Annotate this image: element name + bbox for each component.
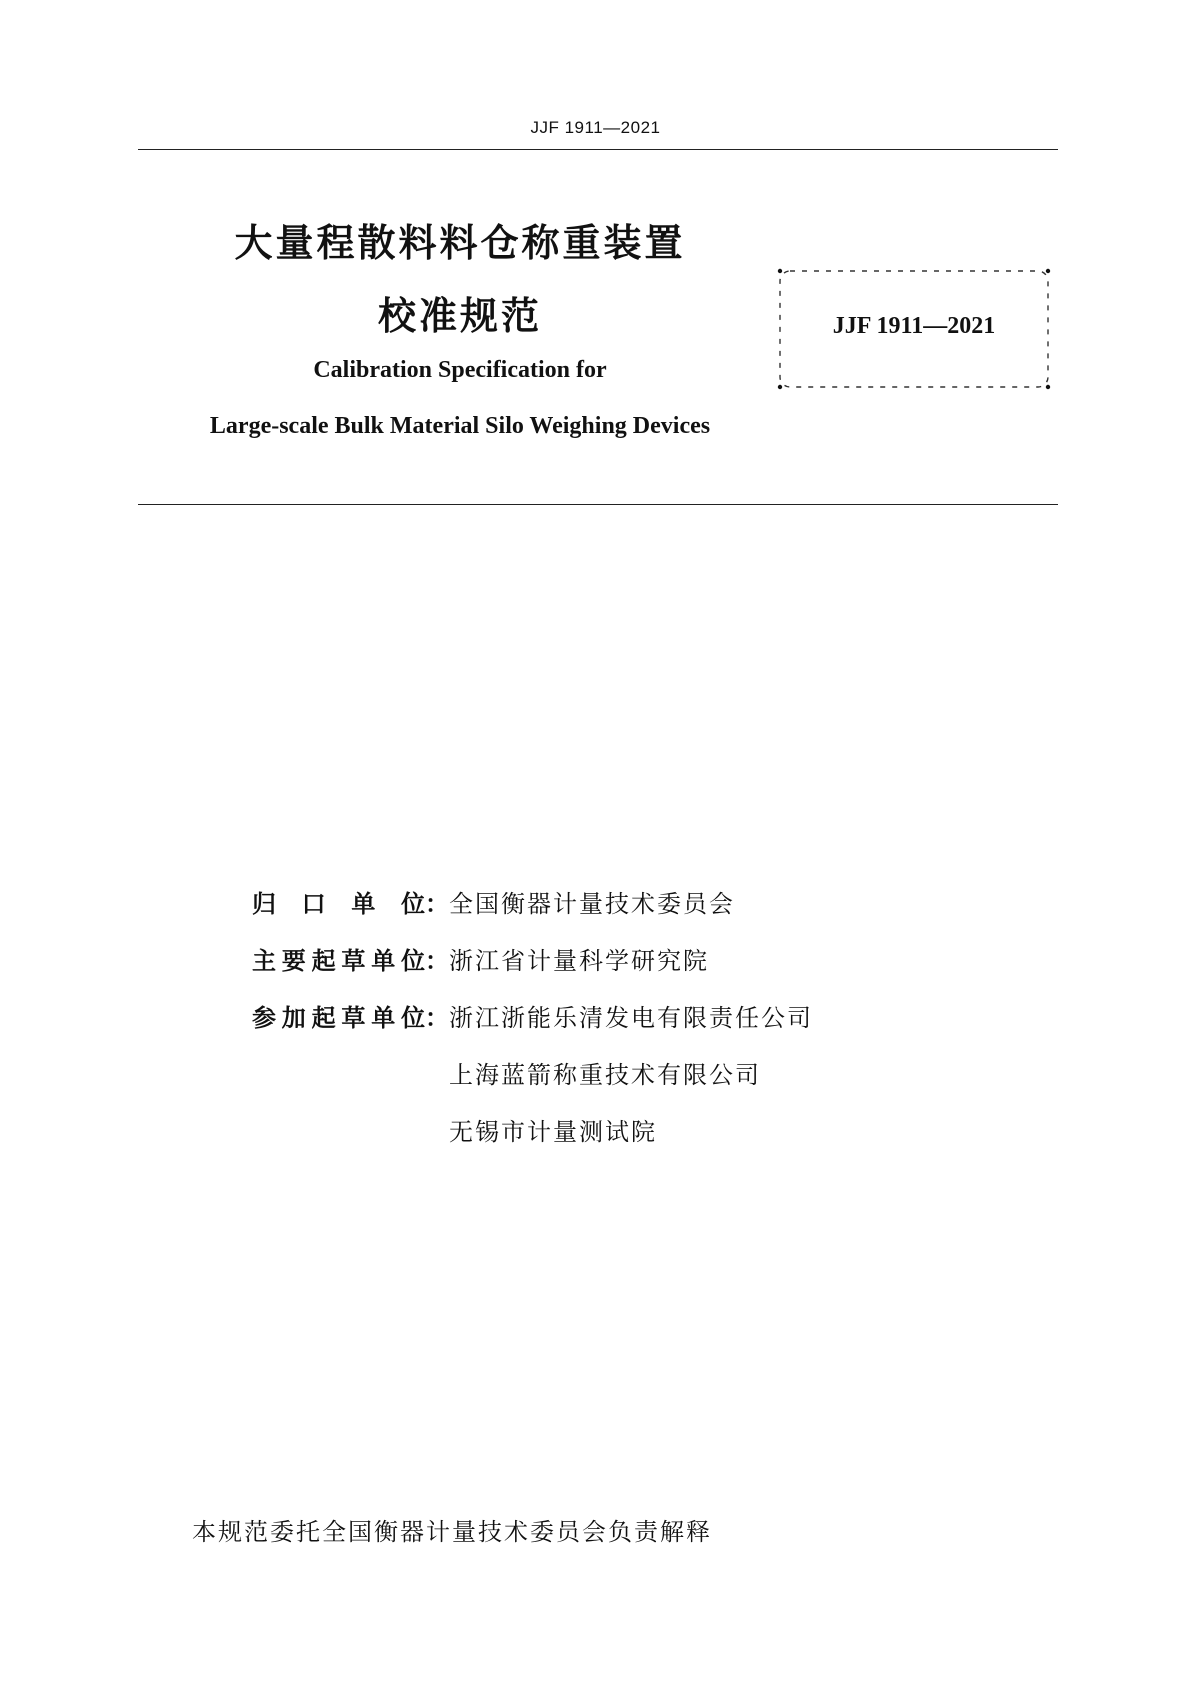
- main-drafter-value: 浙江省计量科学研究院: [449, 947, 709, 975]
- gui-kou-value: 全国衡器计量技术委员会: [449, 890, 735, 918]
- standard-code-box-text: JJF 1911—2021: [832, 313, 996, 339]
- main-drafter-label: 主 要 起 草 单 位：: [252, 947, 449, 975]
- title-en-line1: Calibration Specification for: [313, 357, 607, 383]
- co-drafter-label: 参 加 起 草 单 位：: [252, 1004, 449, 1032]
- standard-code-box: [775, 266, 1053, 392]
- unit-row-co-drafter-3: [252, 1112, 813, 1169]
- title-cn-line2: 校准规范: [377, 294, 542, 338]
- unit-row-main-drafter: [252, 941, 813, 998]
- co-drafter-value-1: 浙江浙能乐清发电有限责任公司: [449, 1004, 813, 1032]
- title-cn-line1: 大量程散料料仓称重装置: [234, 221, 686, 265]
- header-standard-code: JJF 1911—2021: [530, 118, 661, 137]
- title-en-line2: Large-scale Bulk Material Silo Weighing Devices: [209, 413, 711, 439]
- interpretation-note: 本规范委托全国衡器计量技术委员会负责解释: [192, 1518, 712, 1546]
- co-drafter-value-3: 无锡市计量测试院: [449, 1118, 657, 1146]
- header-divider: [138, 149, 1058, 150]
- unit-row-co-drafter-2: [252, 1055, 813, 1112]
- unit-row-co-drafter: [252, 998, 813, 1055]
- title-divider: [138, 504, 1058, 505]
- gui-kou-label: 归 口 单 位：: [252, 890, 449, 918]
- unit-row-gui-kou: [252, 884, 813, 941]
- drafting-units: [252, 884, 813, 1169]
- co-drafter-value-2: 上海蓝箭称重技术有限公司: [449, 1061, 761, 1089]
